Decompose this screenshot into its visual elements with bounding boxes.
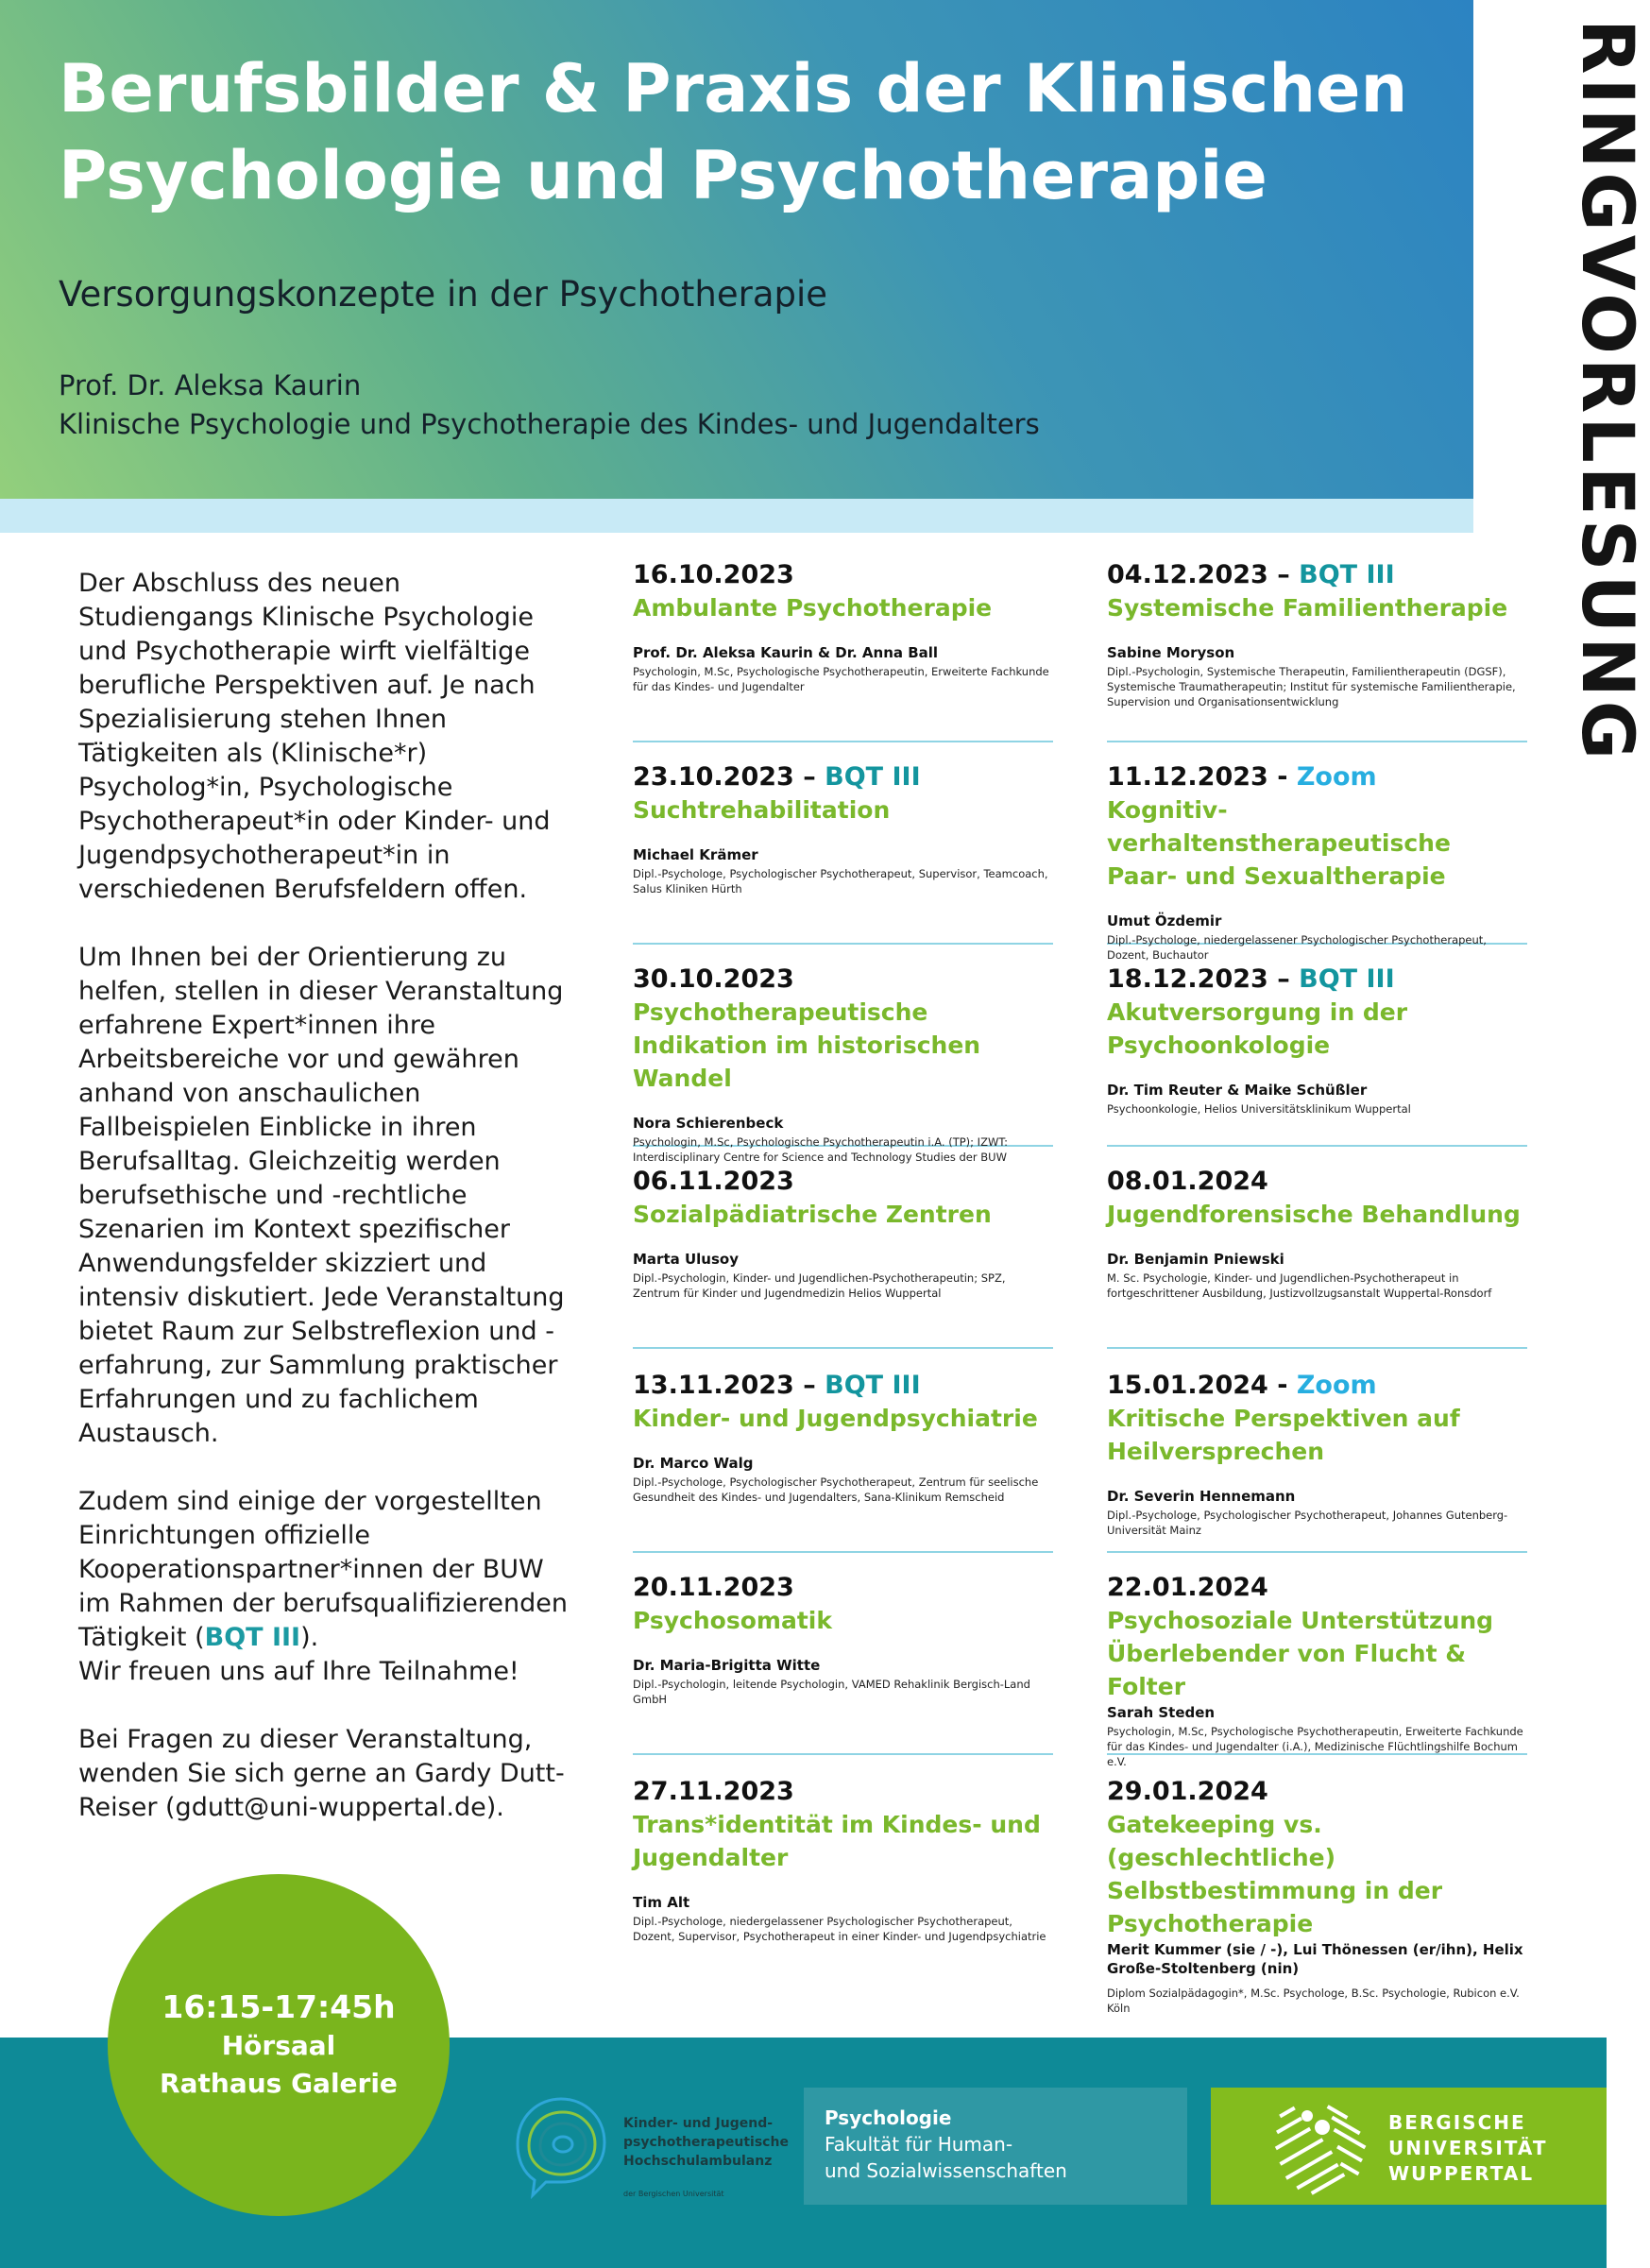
lecture-speaker: Umut Özdemir [1107, 912, 1222, 929]
lecture-date: 30.10.2023 [633, 964, 794, 994]
lecture-speaker: Sarah Steden [1107, 1704, 1216, 1721]
lecture-date-line [633, 1572, 1053, 1604]
lecture-speaker: Dr. Marco Walg [633, 1455, 754, 1472]
lecturer-name: Prof. Dr. Aleksa Kaurin [59, 369, 362, 401]
lecture-speaker-info: Psychologin, M.Sc, Psychologische Psychotherapeutin, Erweiterte Fachkunde für das Kindes- und Jugendalter [633, 665, 1049, 693]
lecture-item [1107, 963, 1527, 1147]
lecture-speaker: Dr. Benjamin Pniewski [1107, 1251, 1284, 1268]
lecture-item [633, 1370, 1053, 1553]
lecture-item [633, 1776, 1053, 1965]
intro-paragraph-3-end: ). [300, 1623, 319, 1652]
lecture-topic: Suchtrehabilitation [633, 796, 891, 824]
venue-circle [108, 1874, 450, 2216]
lecture-speaker-info: Dipl.-Psychologe, niedergelassener Psychologischer Psychotherapeut, Dozent, Supervisor, Psychotherapeut in einer Kinder- und Jugendpsychiatrie [633, 1915, 1046, 1943]
header-strip [0, 499, 1473, 533]
lecture-speaker-info: Dipl.-Psychologe, Psychologischer Psychotherapeut, Johannes Gutenberg-Universität Mainz [1107, 1509, 1508, 1537]
lecture-topic: Trans*identität im Kindes- und Jugendalter [633, 1811, 1041, 1871]
lecture-topic: Akutversorgung in der Psychoonkologie [1107, 998, 1408, 1059]
lecture-topic: Kognitiv-verhaltenstherapeutische Paar- und Sexualtherapie [1107, 796, 1451, 890]
lecture-date: 06.11.2023 [633, 1167, 794, 1196]
lecturer-block [59, 367, 1040, 444]
psychologie-line-2: und Sozialwissenschaften [825, 2159, 1067, 2182]
intro-paragraph-2: Um Ihnen bei der Orientierung zu helfen, stellen in dieser Veranstaltung erfahrene Expert*innen ihre Arbeitsbereiche vor und gewähren anhand von anschaulichen Fallbeispielen Einblicke in ihren Berufsalltag. Gleichzeitig werden berufsethische und -rechtliche Szenarien im Kontext spezifischer Anwendungsfelder skizziert und intensiv diskutiert. Jede Veranstaltung bietet Raum zur Selbstreflexion und -erfahrung, zur Sammlung praktischer Erfahrungen und zu fachlichem Austausch. [78, 943, 565, 1448]
lecture-date: 22.01.2024 [1107, 1573, 1268, 1602]
bqt-highlight: BQT III [204, 1623, 301, 1652]
side-label [1566, 19, 1650, 763]
bqt-tag: BQT III [825, 1371, 921, 1400]
ambulanz-subline: der Bergischen Universität [623, 2190, 724, 2198]
intro-closing: Wir freuen uns auf Ihre Teilnahme! [78, 1657, 519, 1686]
lecture-topic: Psychotherapeutische Indikation im historischen Wandel [633, 998, 981, 1092]
lecture-speaker: Sabine Moryson [1107, 644, 1235, 661]
lecture-date-line: 04.12.2023 – BQT III [1107, 560, 1395, 589]
lecture-date: 15.01.2024 [1107, 1371, 1268, 1400]
lecture-item [1107, 1776, 1527, 2015]
lecture-date: 23.10.2023 [633, 762, 794, 792]
lecture-speaker: Dr. Severin Hennemann [1107, 1488, 1296, 1505]
lecture-speaker-info: Dipl.-Psychologin, leitende Psychologin, VAMED Rehaklinik Bergisch-Land GmbH [633, 1678, 1030, 1706]
lecture-speaker: Tim Alt [633, 1894, 690, 1911]
lecture-date-line: 23.10.2023 – BQT III [633, 762, 921, 792]
lecture-speaker-info: Dipl.-Psychologe, Psychologischer Psychotherapeut, Zentrum für seelische Gesundheit des Kindes- und Jugendalters, Sana-Klinikum Remscheid [633, 1475, 1039, 1504]
zoom-tag: Zoom [1296, 1371, 1377, 1400]
lecture-date-line: 13.11.2023 – BQT III [633, 1371, 921, 1400]
lion-icon [1269, 2099, 1373, 2193]
lecture-item [633, 1166, 1053, 1349]
lecture-speaker-info: Dipl.-Psychologe, niedergelassener Psychologischer Psychotherapeut, Dozent, Buchautor [1107, 933, 1487, 962]
venue-room: Hörsaal [221, 2030, 336, 2061]
buw-line-2: UNIVERSITÄT [1388, 2137, 1548, 2159]
speech-bubble-icon [501, 2088, 614, 2201]
lecture-date: 11.12.2023 [1107, 762, 1268, 792]
buw-logo-box [1211, 2088, 1607, 2205]
psychologie-title: Psychologie [825, 2106, 952, 2129]
buw-line-1: BERGISCHE [1388, 2111, 1526, 2134]
lecture-date-line: 18.12.2023 – BQT III [1107, 964, 1395, 994]
lecture-date-line: 15.01.2024 - Zoom [1107, 1371, 1377, 1400]
lecture-speaker: Marta Ulusoy [633, 1251, 739, 1268]
lecture-date-line: 11.12.2023 - Zoom [1107, 762, 1377, 792]
lecture-topic: Kritische Perspektiven auf Heilversprechen [1107, 1405, 1460, 1465]
buw-name [1388, 2110, 1547, 2187]
buw-line-3: WUPPERTAL [1388, 2162, 1535, 2185]
lecture-date: 13.11.2023 [633, 1371, 794, 1400]
lecture-speaker-info: Psychologin, M.Sc, Psychologische Psychotherapeutin i.A. (TP); IZWT: Interdisciplinary Centre for Science and Technology Studies der BUW [633, 1135, 1008, 1164]
lecture-date-line [1107, 1572, 1527, 1604]
ambulanz-logo [501, 2088, 789, 2201]
lecture-date-line [633, 963, 1053, 996]
lecture-item [633, 1572, 1053, 1755]
lecture-speaker: Merit Kummer (sie / -), Lui Thönessen (er/ihn), Helix Große-Stoltenberg (nin) [1107, 1941, 1523, 1977]
lecture-date: 29.01.2024 [1107, 1777, 1268, 1806]
bqt-tag: BQT III [1299, 560, 1395, 589]
lecture-speaker-info: Dipl.-Psychologin, Kinder- und Jugendlichen-Psychotherapeutin; SPZ, Zentrum für Kinder und Jugendmedizin Helios Wuppertal [633, 1271, 1006, 1300]
page-subtitle: Versorgungskonzepte in der Psychotherapie [59, 274, 828, 315]
psychologie-box [804, 2088, 1187, 2205]
lecturer-department: Klinische Psychologie und Psychotherapie des Kindes- und Jugendalters [59, 408, 1040, 440]
lecture-date-line [1107, 1776, 1527, 1808]
ambulanz-name: Kinder- und Jugend- psychotherapeutische Hochschulambulanz [623, 2116, 789, 2169]
lecture-speaker: Nora Schierenbeck [633, 1115, 784, 1132]
lecture-topic: Jugendforensische Behandlung [1107, 1201, 1521, 1228]
lecture-topic: Gatekeeping vs. (geschlechtliche) Selbstbestimmung in der Psychotherapie [1107, 1811, 1443, 1937]
lecture-topic: Psychosoziale Unterstützung Überlebender von Flucht & Folter [1107, 1607, 1494, 1700]
lecture-speaker: Prof. Dr. Aleksa Kaurin & Dr. Anna Ball [633, 644, 939, 661]
intro-paragraph-3 [78, 1485, 579, 1689]
lecture-speaker: Dr. Tim Reuter & Maike Schüßler [1107, 1082, 1368, 1099]
lecture-topic: Ambulante Psychotherapie [633, 594, 993, 622]
header-banner [0, 0, 1473, 499]
psychologie-line-1: Fakultät für Human- [825, 2133, 1013, 2156]
lecture-speaker-info: Psychoonkologie, Helios Universitätsklinikum Wuppertal [1107, 1102, 1411, 1116]
lecture-date: 16.10.2023 [633, 560, 794, 589]
intro-paragraph-4: Bei Fragen zu dieser Veranstaltung, wenden Sie sich gerne an Gardy Dutt-Reiser (gdutt@uni-wuppertal.de). [78, 1725, 565, 1822]
lecture-item [633, 761, 1053, 945]
lecture-item [633, 559, 1053, 742]
lecture-date-line [633, 559, 1053, 591]
lecture-topic: Kinder- und Jugendpsychiatrie [633, 1405, 1038, 1432]
page-title: Berufsbilder & Praxis der Klinischen Psychologie und Psychotherapie [59, 50, 1408, 214]
lecture-speaker-info: M. Sc. Psychologie, Kinder- und Jugendlichen-Psychotherapeut in fortgeschrittener Ausbildung, Justizvollzugsanstalt Wuppertal-Ronsdorf [1107, 1271, 1492, 1300]
lecture-speaker: Michael Krämer [633, 846, 758, 863]
lecture-speaker-info: Diplom Sozialpädagogin*, M.Sc. Psychologe, B.Sc. Psychologie, Rubicon e.V. Köln [1107, 1987, 1520, 2015]
lecture-speaker-info: Dipl.-Psychologin, Systemische Therapeutin, Familientherapeutin (DGSF), Systemische Traumatherapeutin; Institut für systemische Familientherapie, Supervision und Organisationsentwicklung [1107, 665, 1516, 708]
lecture-date-line [633, 1776, 1053, 1808]
intro-paragraph-3-text: Zudem sind einige der vorgestellten Einrichtungen offizielle Kooperationspartner*innen der BUW im Rahmen der berufsqualifizierenden Tätigkeit ( [78, 1487, 568, 1652]
lecture-topic: Sozialpädiatrische Zentren [633, 1201, 992, 1228]
lecture-date: 20.11.2023 [633, 1573, 794, 1602]
venue-time: 16:15-17:45h [162, 1988, 396, 2025]
lecture-speaker-info: Dipl.-Psychologe, Psychologischer Psychotherapeut, Supervisor, Teamcoach, Salus Kliniken Hürth [633, 867, 1048, 895]
lecture-date: 04.12.2023 [1107, 560, 1268, 589]
lecture-item [1107, 1370, 1527, 1553]
venue-building: Rathaus Galerie [160, 2068, 398, 2099]
lecture-item [1107, 1166, 1527, 1349]
lecture-item [1107, 559, 1527, 742]
lecture-date: 18.12.2023 [1107, 964, 1268, 994]
lecture-date-line [1107, 1166, 1527, 1198]
intro-paragraph-1: Der Abschluss des neuen Studiengangs Klinische Psychologie und Psychotherapie wirft vielfältige berufliche Perspektiven auf. Je nach Spezialisierung stehen Ihnen Tätigkeiten als (Klinische*r) Psycholog*in, Psychologische Psychotherapeut*in oder Kinder- und Jugendpsychotherapeut*in in verschiedenen Berufsfeldern offen. [78, 569, 551, 904]
intro-text [78, 567, 579, 1859]
lecture-item [1107, 761, 1527, 962]
lecture-item [1107, 1572, 1527, 1768]
side-label-text: RINGVORLESUNG [1566, 19, 1650, 764]
lecture-topic: Systemische Familientherapie [1107, 594, 1508, 622]
lecture-date-line [633, 1166, 1053, 1198]
lecture-date: 27.11.2023 [633, 1777, 794, 1806]
lecture-speaker-info: Psychologin, M.Sc, Psychologische Psychotherapeutin, Erweiterte Fachkunde für das Kindes- und Jugendalter (i.A.), Medizinische Flüchtlingshilfe Bochum e.V. [1107, 1725, 1523, 1768]
zoom-tag: Zoom [1296, 762, 1377, 792]
lecture-topic: Psychosomatik [633, 1607, 832, 1634]
lecture-item [633, 963, 1053, 1164]
bqt-tag: BQT III [825, 762, 921, 792]
lecture-date: 08.01.2024 [1107, 1167, 1268, 1196]
lecture-speaker: Dr. Maria-Brigitta Witte [633, 1657, 821, 1674]
bqt-tag: BQT III [1299, 964, 1395, 994]
